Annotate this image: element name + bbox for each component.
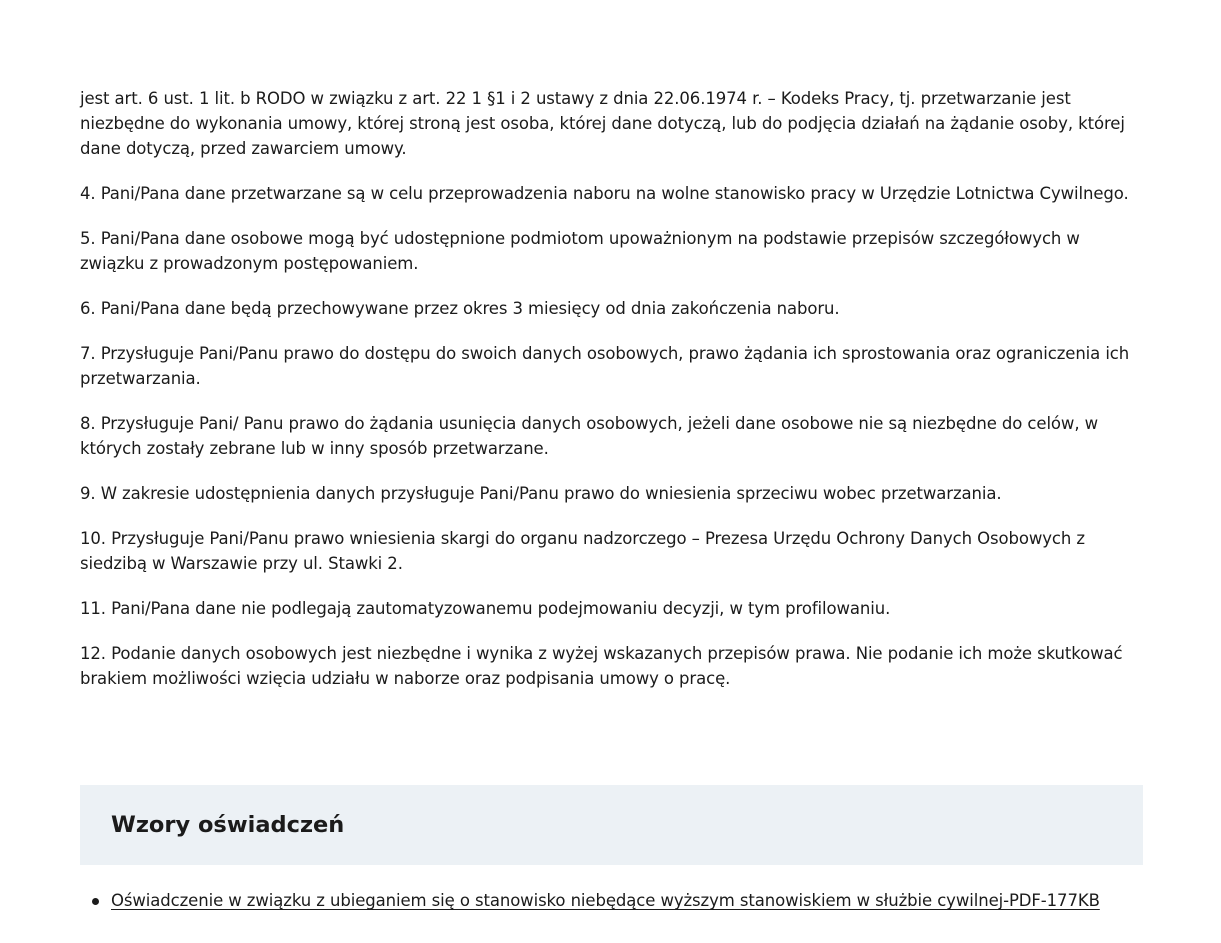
- paragraph-8: 8. Przysługuje Pani/ Panu prawo do żądania usunięcia danych osobowych, jeżeli dane osobowe nie są niezbędne do celów, w których zostały zebrane lub w inny sposób przetwarzane.: [80, 414, 1098, 458]
- paragraph-11: 11. Pani/Pana dane nie podlegają zautomatyzowanemu podejmowaniu decyzji, w tym profilowaniu.: [80, 599, 891, 618]
- document-link[interactable]: Oświadczenie w związku z ubieganiem się o stanowisko niebędące wyższym stanowiskiem w służbie cywilnej-PDF-177KB: [111, 891, 1100, 910]
- document-list: [80, 888, 1160, 914]
- list-item: [80, 888, 1160, 914]
- article-body: [80, 86, 1144, 711]
- paragraph-6: 6. Pani/Pana dane będą przechowywane przez okres 3 miesięcy od dnia zakończenia naboru.: [80, 299, 840, 318]
- paragraph-legal-basis: jest art. 6 ust. 1 lit. b RODO w związku z art. 22 1 §1 i 2 ustawy z dnia 22.06.1974 r. – Kodeks Pracy, tj. przetwarzanie jest niezbędne do wykonania umowy, której stroną jest osoba, której dane dotyczą, lub do podjęcia działań na żądanie osoby, której dane dotyczą, przed zawarciem umowy.: [80, 89, 1125, 158]
- paragraph-10: 10. Przysługuje Pani/Panu prawo wniesienia skargi do organu nadzorczego – Prezesa Urzędu Ochrony Danych Osobowych z siedzibą w Warszawie przy ul. Stawki 2.: [80, 529, 1085, 573]
- paragraph-12: 12. Podanie danych osobowych jest niezbędne i wynika z wyżej wskazanych przepisów prawa. Nie podanie ich może skutkować brakiem możliwości wzięcia udziału w naborze oraz podpisania umowy o pracę.: [80, 644, 1123, 688]
- paragraph-4: 4. Pani/Pana dane przetwarzane są w celu przeprowadzenia naboru na wolne stanowisko pracy w Urzędzie Lotnictwa Cywilnego.: [80, 184, 1129, 203]
- section-header-declarations: [80, 785, 1143, 865]
- bullet-icon: [92, 898, 99, 905]
- paragraph-5: 5. Pani/Pana dane osobowe mogą być udostępnione podmiotom upoważnionym na podstawie przepisów szczegółowych w związku z prowadzonym postępowaniem.: [80, 229, 1080, 273]
- paragraph-9: 9. W zakresie udostępnienia danych przysługuje Pani/Panu prawo do wniesienia sprzeciwu wobec przetwarzania.: [80, 484, 1002, 503]
- section-title: Wzory oświadczeń: [111, 812, 345, 838]
- paragraph-7: 7. Przysługuje Pani/Panu prawo do dostępu do swoich danych osobowych, prawo żądania ich sprostowania oraz ograniczenia ich przetwarzania.: [80, 344, 1130, 388]
